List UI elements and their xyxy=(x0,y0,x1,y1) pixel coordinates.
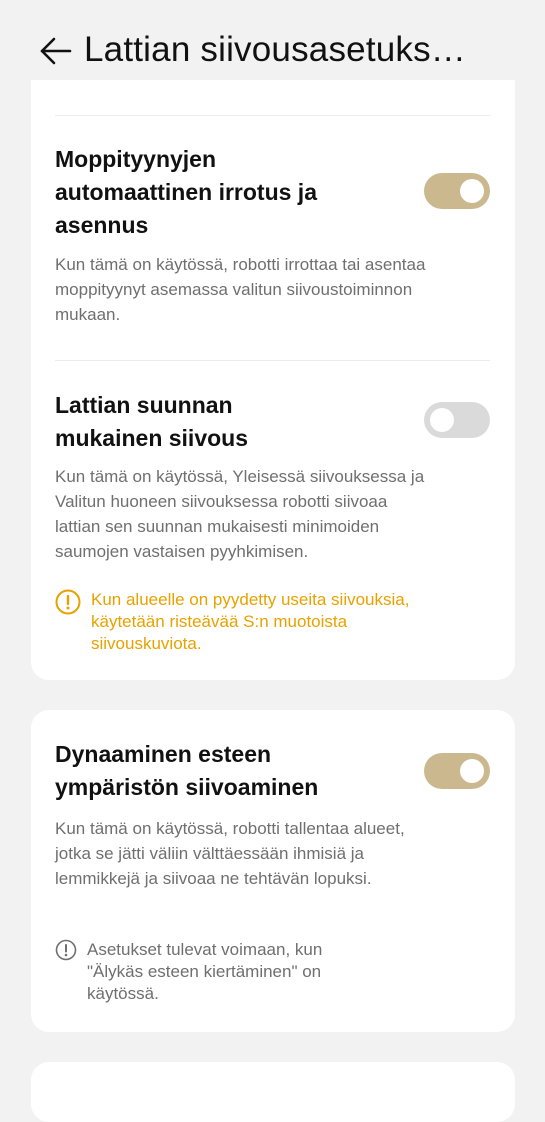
warning-text: Kun alueelle on pyydetty useita siivouksia, käytetään risteävää S:n muotoista siivouskuviota. xyxy=(91,590,410,653)
toggle-knob xyxy=(460,759,484,783)
settings-card-obstacle xyxy=(31,710,515,1032)
divider xyxy=(55,115,490,116)
toggle-knob xyxy=(460,179,484,203)
divider xyxy=(55,360,490,361)
settings-card-floor xyxy=(31,80,515,680)
setting-title-dynamic-obstacle: Dynaaminen esteen ympäristön siivoaminen xyxy=(55,741,319,800)
setting-desc-floor-direction: Kun tämä on käytössä, Yleisessä siivouksessa ja Valitun huoneen siivouksessa robotti siivoaa lattian sen suunnan mukaisesti minimoiden saumojen vastaisen pyyhkimisen. xyxy=(55,467,425,561)
setting-desc-mop-auto-detach: Kun tämä on käytössä, robotti irrottaa tai asentaa moppityynyt asemassa valitun siivoustoiminnon mukaan. xyxy=(55,255,426,324)
settings-card-next xyxy=(31,1062,515,1122)
info-note-text: Asetukset tulevat voimaan, kun "Älykäs esteen kiertäminen" on käytössä. xyxy=(87,940,323,1003)
back-arrow-icon[interactable] xyxy=(38,33,74,69)
toggle-knob xyxy=(430,408,454,432)
header-bar xyxy=(0,0,545,92)
setting-title-floor-direction: Lattian suunnan mukainen siivous xyxy=(55,392,249,451)
setting-desc-dynamic-obstacle: Kun tämä on käytössä, robotti tallentaa alueet, jotka se jätti väliin välttäessään ihmisiä ja lemmikkejä ja siivoaa ne tehtävän lopuksi. xyxy=(55,819,405,888)
setting-title-mop-auto-detach: Moppityynyjen automaattinen irrotus ja asennus xyxy=(55,146,317,238)
warning-icon xyxy=(55,589,81,615)
toggle-floor-direction[interactable] xyxy=(424,402,490,438)
page-title: Lattian siivousasetuks… xyxy=(84,30,467,69)
info-icon xyxy=(55,939,77,961)
toggle-dynamic-obstacle[interactable] xyxy=(424,753,490,789)
toggle-mop-auto-detach[interactable] xyxy=(424,173,490,209)
